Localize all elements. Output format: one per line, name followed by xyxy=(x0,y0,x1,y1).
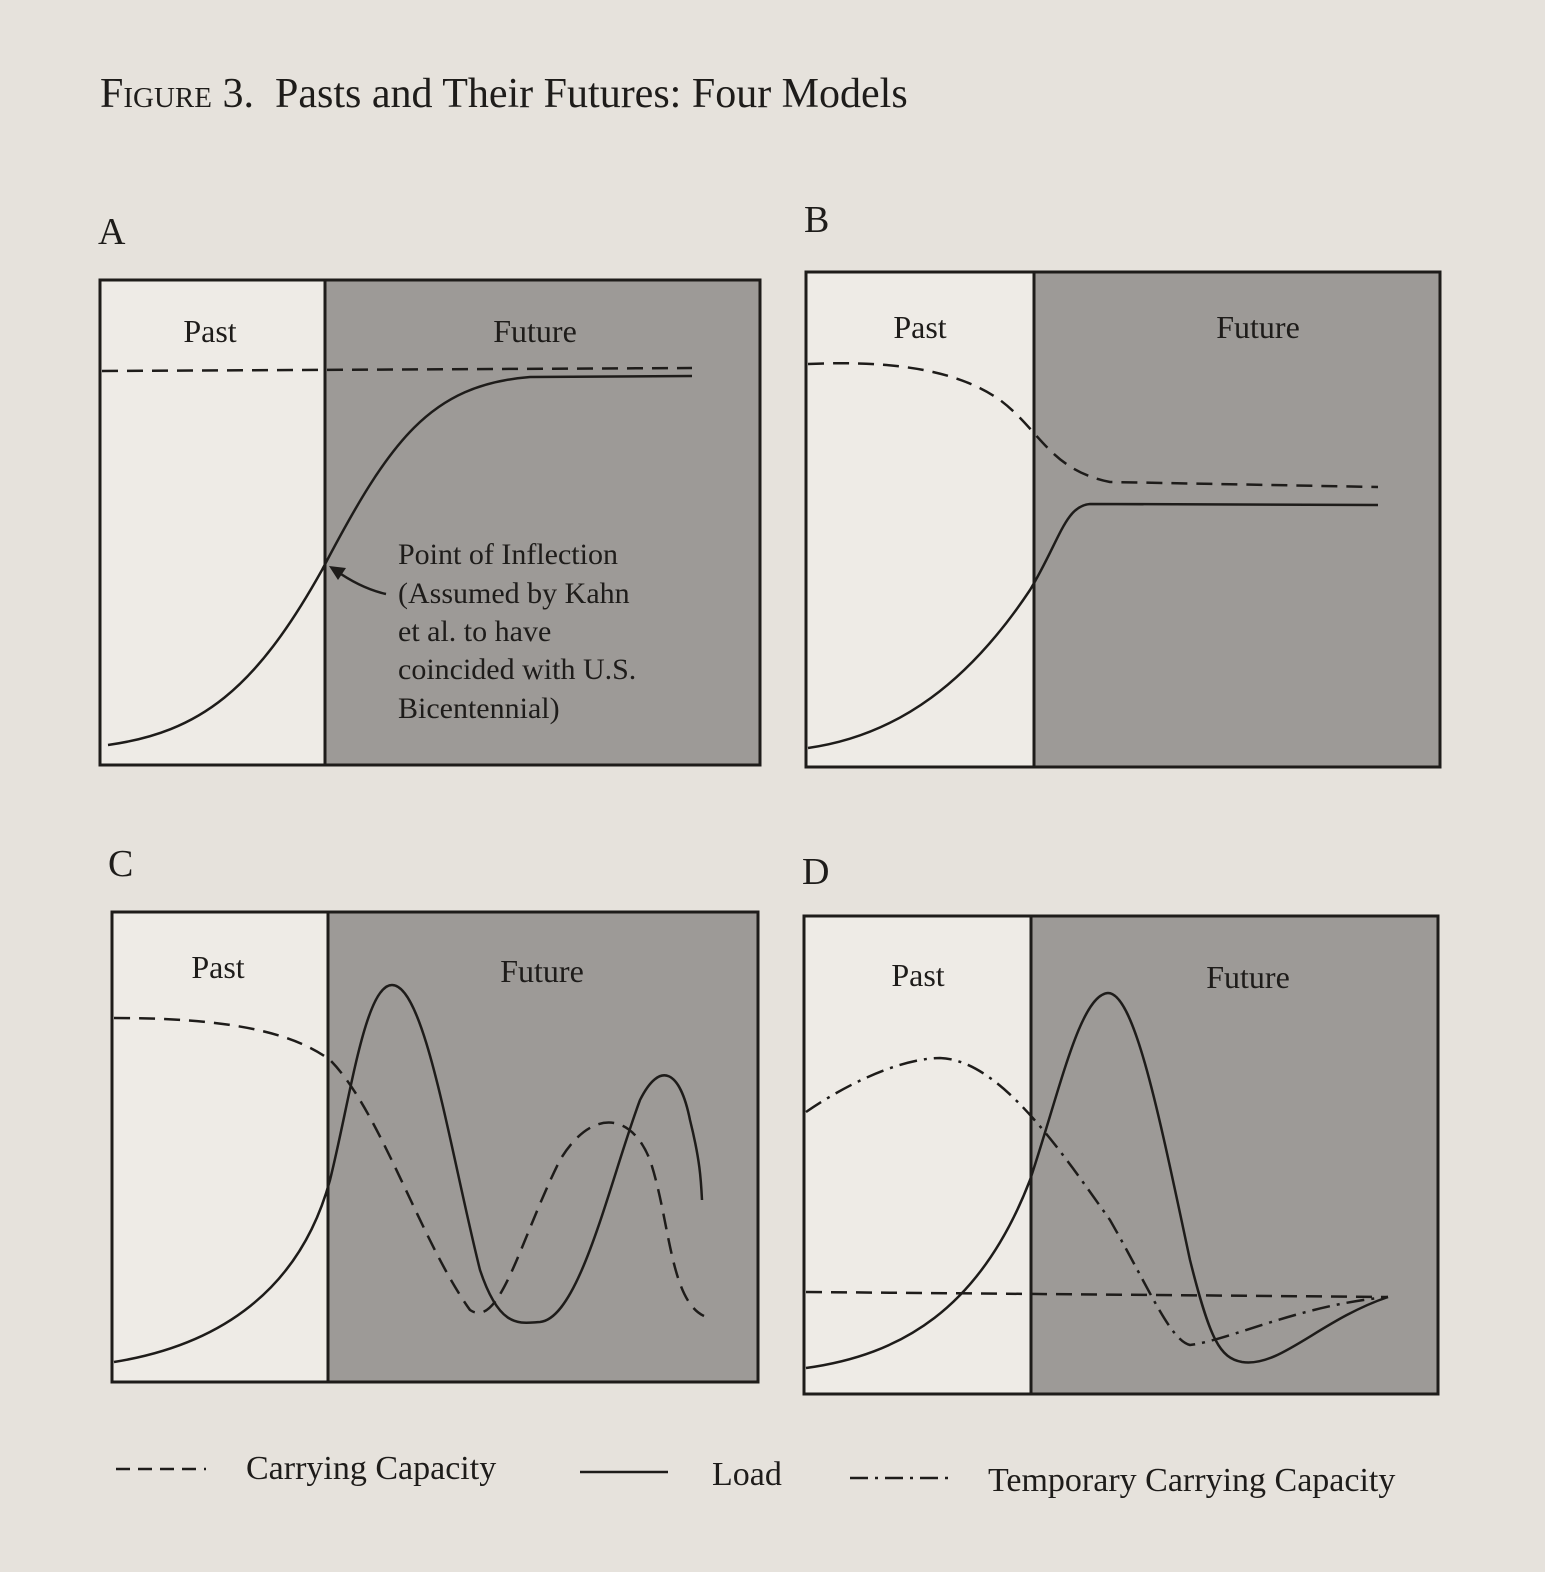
panel-a-future-label: Future xyxy=(493,313,577,349)
panel-d-letter: D xyxy=(802,851,830,893)
panel-d xyxy=(804,916,1438,1394)
legend-carrying-capacity-label: Carrying Capacity xyxy=(246,1450,497,1487)
panel-a-past-label: Past xyxy=(183,313,237,349)
legend-load-label: Load xyxy=(712,1456,782,1493)
panel-a xyxy=(100,280,760,765)
panel-c xyxy=(112,912,758,1382)
panel-c-past-label: Past xyxy=(191,949,245,985)
panel-d-past-label: Past xyxy=(891,957,945,993)
panel-b-letter: B xyxy=(804,199,830,241)
panel-b-future-label: Future xyxy=(1216,309,1300,345)
panel-a-past-region xyxy=(100,280,325,765)
legend xyxy=(116,1469,948,1478)
annotation-line-4: coincided with U.S. xyxy=(398,653,637,686)
annotation-line-5: Bicentennial) xyxy=(398,692,560,725)
legend-temporary-carrying-capacity-label: Temporary Carrying Capacity xyxy=(988,1462,1396,1499)
figure-number: Figure 3. xyxy=(100,71,254,117)
panel-b-future-region xyxy=(1034,272,1440,767)
panel-c-letter: C xyxy=(108,843,134,885)
panel-a-letter: A xyxy=(98,211,126,253)
panel-d-future-label: Future xyxy=(1206,959,1290,995)
annotation-line-1: Point of Inflection xyxy=(398,538,618,571)
panel-c-future-label: Future xyxy=(500,953,584,989)
figure-title-text: Pasts and Their Futures: Four Models xyxy=(274,71,908,117)
panel-b xyxy=(806,272,1440,767)
panel-b-past-label: Past xyxy=(893,309,947,345)
panel-b-past-region xyxy=(806,272,1034,767)
annotation-line-3: et al. to have xyxy=(398,615,552,648)
annotation-line-2: (Assumed by Kahn xyxy=(398,577,630,610)
